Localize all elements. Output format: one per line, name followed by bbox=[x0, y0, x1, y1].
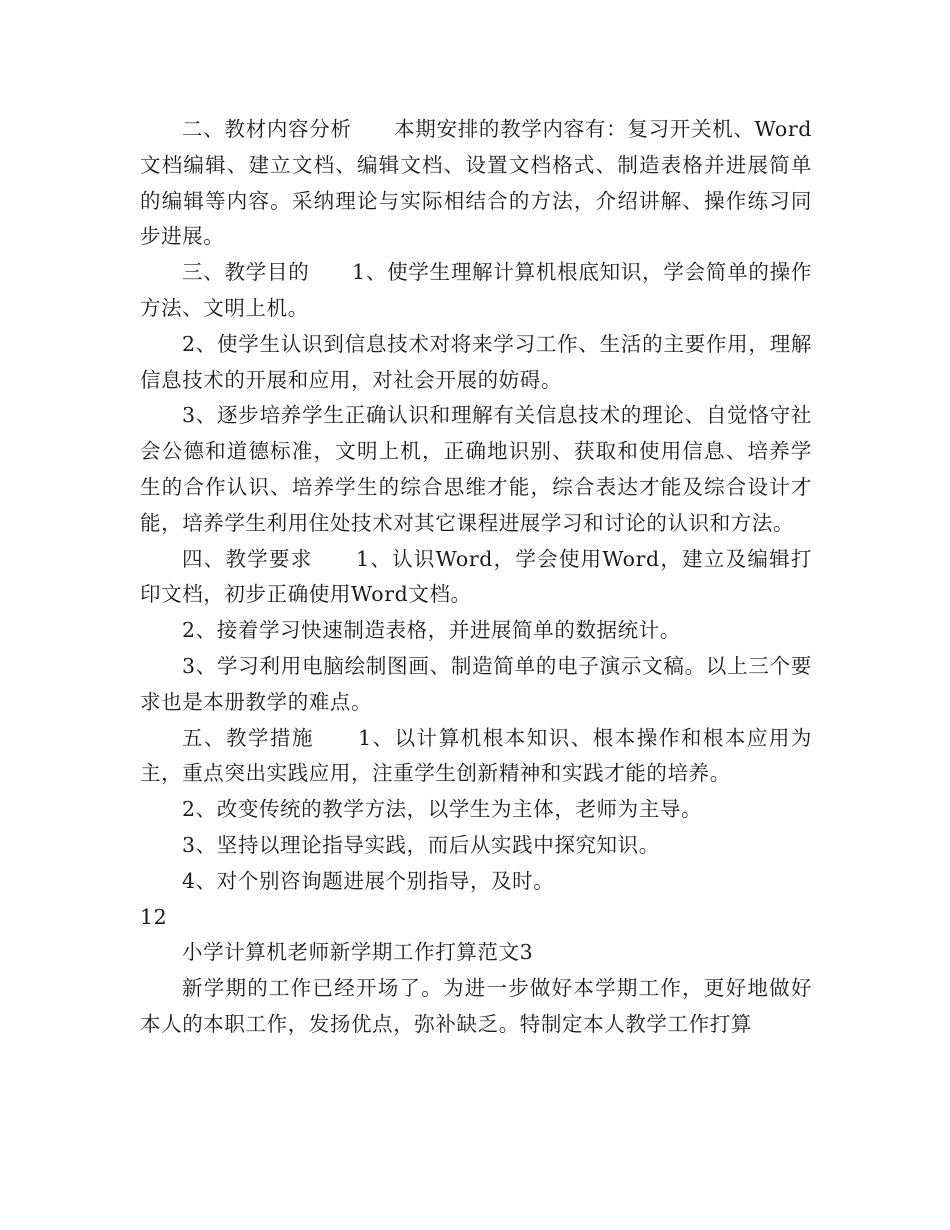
section-4-teaching-requirements: 四、教学要求 1、认识Word，学会使用Word，建立及编辑打印文档，初步正确使用Word文档。 bbox=[140, 546, 812, 607]
requirement-item-2: 2、接着学习快速制造表格，并进展简单的数据统计。 bbox=[182, 618, 681, 643]
section-3-teaching-goals: 三、教学目的 1、使学生理解计算机根底知识，学会简单的操作方法、文明上机。 bbox=[140, 260, 812, 320]
section-2-textbook-analysis: 二、教材内容分析 本期安排的教学内容有：复习开关机、Word文档编辑、建立文档、编辑文档、设置文档格式、制造表格并进展简单的编辑等内容。采纳理论与实际相结合的方法，介绍讲解、操作练习同步进展。 bbox=[140, 117, 812, 249]
measure-item-4: 4、对个别咨询题进展个别指导，及时。 bbox=[182, 868, 555, 893]
measure-item-2: 2、改变传统的教学方法，以学生为主体，老师为主导。 bbox=[182, 797, 703, 822]
page-number-marker: 12 bbox=[140, 904, 168, 929]
goal-item-3: 3、逐步培养学生正确认识和理解有关信息技术的理论、自觉恪守社会公德和道德标准，文明上机，正确地识别、获取和使用信息、培养学生的合作认识、培养学生的综合思维才能，综合表达才能及综合设计才能，培养学生利用住处技术对其它课程进展学习和讨论的认识和方法。 bbox=[140, 403, 812, 535]
section-5-teaching-measures: 五、教学措施 1、以计算机根本知识、根本操作和根本应用为主，重点突出实践应用，注重学生创新精神和实践才能的培养。 bbox=[140, 725, 812, 786]
sample-3-heading: 小学计算机老师新学期工作打算范文3 bbox=[182, 940, 534, 965]
document-body bbox=[140, 112, 812, 1043]
sample-3-intro: 新学期的工作已经开场了。为进一步做好本学期工作，更好地做好本人的本职工作，发扬优点，弥补缺乏。特制定本人教学工作打算 bbox=[140, 976, 812, 1036]
requirement-item-3: 3、学习利用电脑绘制图画、制造简单的电子演示文稿。以上三个要求也是本册教学的难点。 bbox=[140, 653, 812, 714]
measure-item-3: 3、坚持以理论指导实践，而后从实践中探究知识。 bbox=[182, 832, 660, 857]
goal-item-2: 2、使学生认识到信息技术对将来学习工作、生活的主要作用，理解信息技术的开展和应用，对社会开展的妨碍。 bbox=[140, 331, 812, 392]
